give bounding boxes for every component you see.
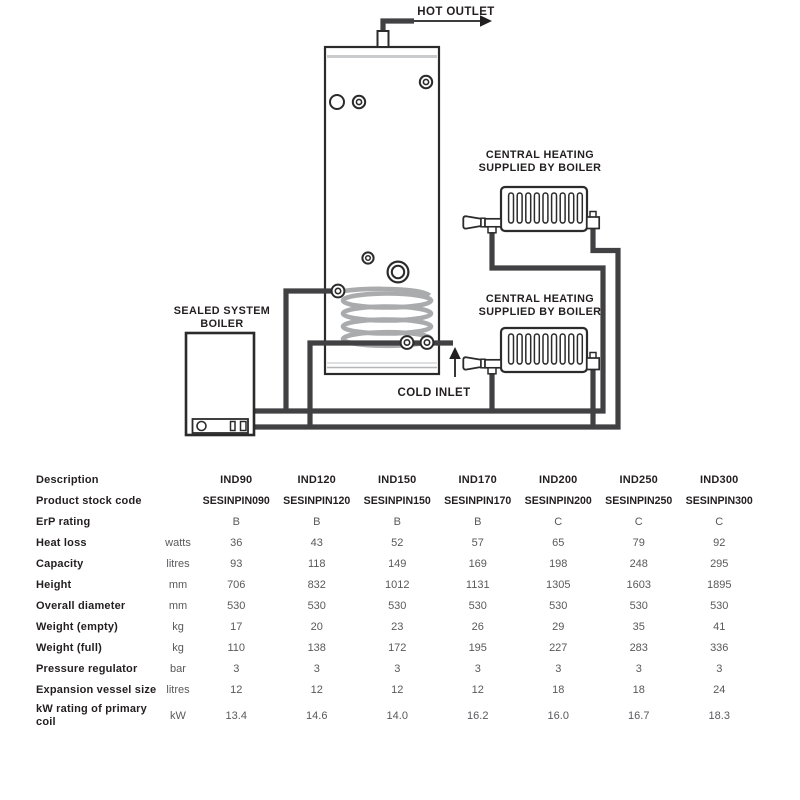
cell-value: 57 (471, 536, 484, 549)
cell-value: 18 (632, 683, 645, 696)
row-label: Capacity (36, 557, 84, 570)
cell-value: 227 (549, 641, 568, 654)
row-unit: bar (170, 662, 186, 675)
row-label: Weight (empty) (36, 620, 119, 633)
cell-value: 530 (227, 599, 246, 612)
row-label: kW rating of primary coil (36, 702, 147, 728)
cell-value: 3 (233, 662, 240, 675)
cell-value: 16.7 (628, 709, 650, 722)
trv-outlet (488, 368, 496, 374)
table-row (36, 700, 760, 731)
cell-value: 336 (710, 641, 729, 654)
immersion-boss-inner (392, 266, 404, 278)
column-header-model: IND250 (619, 473, 658, 486)
row-label: Height (36, 578, 72, 591)
lockshield-valve-icon (587, 358, 599, 370)
cell-value: 110 (227, 641, 246, 654)
row-label: ErP rating (36, 515, 91, 528)
fitting-mid-inner (366, 256, 371, 261)
cell-value: 36 (230, 536, 243, 549)
cold-inlet-arrowhead (449, 347, 461, 359)
cell-value: C (554, 515, 563, 528)
cell-value: 1131 (465, 578, 490, 591)
radiator-column (517, 334, 522, 364)
row-unit: kW (170, 709, 186, 722)
spec-table-body (36, 490, 760, 731)
cell-value: 3 (716, 662, 723, 675)
cell-value: 17 (230, 620, 243, 633)
row-unit (160, 511, 196, 532)
radiator-column (509, 334, 514, 364)
cell-value: 1895 (707, 578, 732, 591)
cell-value: 35 (632, 620, 645, 633)
trv-valve-icon (463, 216, 481, 228)
coil-return-fitting-inner (404, 340, 409, 345)
row-unit: kg (172, 620, 184, 633)
row-unit (160, 490, 196, 511)
boiler-label-line1: SEALED SYSTEM (173, 305, 271, 317)
radiator-column (543, 334, 548, 364)
cell-value: 149 (388, 557, 407, 570)
cell-value: 24 (713, 683, 726, 696)
trv-body (485, 219, 501, 227)
radiator-top (463, 187, 599, 233)
cell-value: 16.2 (467, 709, 489, 722)
cell-value: B (393, 515, 401, 528)
hot-outlet-label: HOT OUTLET (417, 6, 495, 18)
cell-value: 13.4 (225, 709, 247, 722)
table-row (36, 553, 760, 574)
coil-inlet-fitting-inner (335, 288, 340, 293)
lockshield-valve-icon (587, 217, 599, 229)
cell-value: 92 (713, 536, 726, 549)
cell-value: 248 (629, 557, 648, 570)
radiator-column (552, 334, 557, 364)
cell-value: 138 (307, 641, 326, 654)
cell-value: B (474, 515, 482, 528)
cell-value: 12 (471, 683, 484, 696)
cell-value: 530 (307, 599, 326, 612)
cell-value: 283 (629, 641, 648, 654)
cell-value: 12 (310, 683, 323, 696)
header-row (36, 469, 760, 490)
trv-body (485, 360, 501, 368)
column-header-model: IND120 (297, 473, 336, 486)
cell-value: 12 (230, 683, 243, 696)
cell-value: SESINPIN170 (444, 494, 512, 507)
row-unit: litres (166, 683, 190, 696)
central-heating-bottom-label-line2: SUPPLIED BY BOILER (478, 306, 602, 318)
radiator-column (569, 193, 574, 223)
radiator-column (560, 193, 565, 223)
radiator-column (552, 193, 557, 223)
column-header-model: IND170 (458, 473, 497, 486)
cell-value: 295 (710, 557, 729, 570)
cell-value: 530 (710, 599, 729, 612)
cell-value: B (232, 515, 240, 528)
radiator-column (509, 193, 514, 223)
cell-value: 1305 (546, 578, 571, 591)
cell-value: 530 (629, 599, 648, 612)
cell-value: 3 (635, 662, 642, 675)
cell-value: C (715, 515, 724, 528)
cell-value: 3 (394, 662, 401, 675)
cell-value: 93 (230, 557, 243, 570)
cell-value: 26 (471, 620, 484, 633)
cell-value: 530 (388, 599, 407, 612)
cell-value: 169 (468, 557, 487, 570)
radiator-column (534, 193, 539, 223)
cell-value: 530 (468, 599, 487, 612)
radiator-column (577, 193, 582, 223)
cell-value: SESINPIN250 (605, 494, 673, 507)
radiator-column (534, 334, 539, 364)
table-row (36, 490, 760, 511)
cell-value: SESINPIN200 (524, 494, 592, 507)
cell-value: 43 (310, 536, 323, 549)
radiator-column (517, 193, 522, 223)
hot-outlet-fitting (378, 31, 389, 47)
cell-value: 3 (313, 662, 320, 675)
radiator-column (560, 334, 565, 364)
cell-value: 3 (474, 662, 481, 675)
boiler-label-line2: BOILER (200, 318, 244, 330)
column-header-description: Description (36, 473, 99, 486)
row-unit: kg (172, 641, 184, 654)
table-row (36, 595, 760, 616)
cell-value: 14.0 (386, 709, 408, 722)
cell-value: SESINPIN150 (363, 494, 431, 507)
radiator-column (526, 334, 531, 364)
table-row (36, 616, 760, 637)
table-row (36, 658, 760, 679)
row-label: Pressure regulator (36, 662, 138, 675)
fitting-top-1-inner (356, 99, 361, 104)
cell-value: 832 (307, 578, 326, 591)
cell-value: 20 (310, 620, 323, 633)
column-header-unit (160, 469, 196, 490)
fitting-plain (330, 95, 344, 109)
cell-value: 18 (552, 683, 565, 696)
cell-value: SESINPIN300 (685, 494, 753, 507)
fitting-top-2-inner (423, 79, 428, 84)
radiator-column (569, 334, 574, 364)
cell-value: 23 (391, 620, 404, 633)
column-header-model: IND90 (220, 473, 253, 486)
spec-table (36, 469, 760, 731)
cell-value: 14.6 (306, 709, 328, 722)
trv-valve-icon (463, 357, 481, 369)
spec-table-header (36, 469, 760, 490)
cell-value: B (313, 515, 321, 528)
cell-value: 18.3 (708, 709, 730, 722)
row-label: Overall diameter (36, 599, 126, 612)
table-row (36, 637, 760, 658)
radiator-column (577, 334, 582, 364)
table-row (36, 511, 760, 532)
row-unit: mm (168, 599, 188, 612)
row-unit: watts (165, 536, 191, 549)
row-label: Expansion vessel size (36, 683, 157, 696)
cell-value: 29 (552, 620, 565, 633)
cell-value: 79 (632, 536, 645, 549)
row-label: Product stock code (36, 494, 142, 507)
radiator-column (543, 193, 548, 223)
cell-value: 1603 (626, 578, 651, 591)
boiler-button-1 (231, 422, 236, 431)
table-row (36, 679, 760, 700)
row-label: Heat loss (36, 536, 87, 549)
cell-value: 530 (549, 599, 568, 612)
column-header-model: IND300 (700, 473, 739, 486)
column-header-model: IND150 (378, 473, 417, 486)
cold-inlet-fitting-inner (424, 340, 429, 345)
central-heating-top-label-line1: CENTRAL HEATING (485, 149, 595, 161)
cell-value: 52 (391, 536, 404, 549)
cell-value: 172 (388, 641, 407, 654)
table-row (36, 532, 760, 553)
central-heating-bottom-label-line1: CENTRAL HEATING (485, 293, 595, 305)
row-unit: mm (168, 578, 188, 591)
cell-value: SESINPIN090 (202, 494, 270, 507)
central-heating-top-label-line2: SUPPLIED BY BOILER (478, 162, 602, 174)
cell-value: 65 (552, 536, 565, 549)
column-header-model: IND200 (539, 473, 578, 486)
cell-value: C (634, 515, 643, 528)
cell-value: 1012 (385, 578, 410, 591)
sealed-system-boiler (186, 333, 254, 435)
cell-value: 41 (713, 620, 726, 633)
cell-value: 198 (549, 557, 568, 570)
cell-value: 706 (227, 578, 246, 591)
boiler-dial-icon (197, 422, 206, 431)
cell-value: 118 (307, 557, 326, 570)
cold-inlet-label: COLD INLET (397, 387, 471, 399)
cell-value: SESINPIN120 (283, 494, 351, 507)
cell-value: 12 (391, 683, 404, 696)
row-unit: litres (166, 557, 190, 570)
cell-value: 195 (468, 641, 487, 654)
cell-value: 16.0 (547, 709, 569, 722)
row-label: Weight (full) (36, 641, 102, 654)
table-row (36, 574, 760, 595)
trv-outlet (488, 227, 496, 233)
cell-value: 3 (555, 662, 562, 675)
radiator-bottom (463, 328, 599, 374)
boiler-button-2 (241, 422, 247, 431)
radiator-column (526, 193, 531, 223)
